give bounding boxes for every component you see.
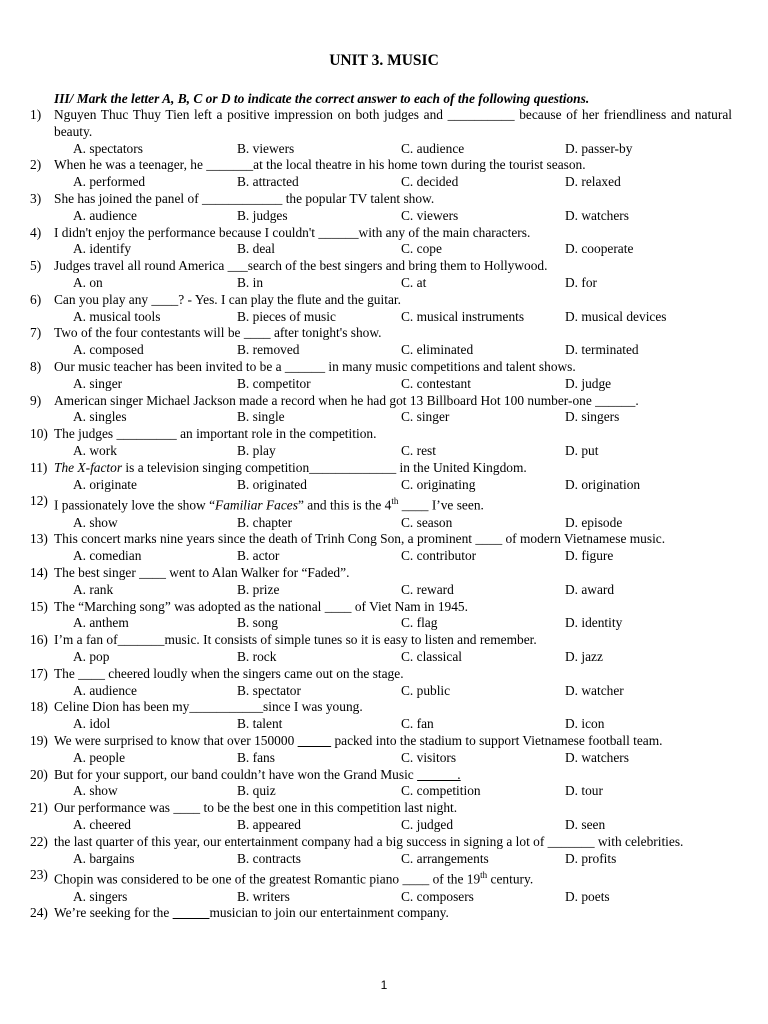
option-c: C. public — [401, 682, 451, 698]
option-a: A. spectators — [73, 140, 143, 156]
question-text — [30, 107, 732, 141]
option-c: C. at — [401, 274, 427, 290]
option-d: D. episode — [565, 514, 623, 530]
option-c: C. rest — [401, 442, 436, 458]
answer-options — [30, 683, 732, 700]
question-text-part: Our music teacher has been invited to be a ______ in many music competitions and talent shows. — [54, 358, 576, 374]
option-b: B. deal — [237, 241, 275, 257]
option-b: B. judges — [237, 207, 288, 223]
question-text — [30, 800, 732, 817]
option-c: C. singer — [401, 409, 450, 425]
option-c: C. contributor — [401, 548, 477, 564]
option-c: C. classical — [401, 648, 462, 664]
question-number: 19) — [30, 732, 48, 748]
question-number: 1) — [30, 107, 42, 122]
answer-options — [30, 141, 732, 158]
question-text-part: century. — [487, 871, 534, 887]
option-c: C. musical instruments — [401, 308, 525, 324]
question-item — [30, 867, 732, 905]
question-number: 21) — [30, 800, 48, 816]
option-c: C. composers — [401, 888, 474, 904]
option-d: D. jazz — [565, 648, 603, 664]
question-text-part: I didn't enjoy the performance because I couldn't ______with any of the main characters. — [54, 224, 531, 240]
question-number: 9) — [30, 392, 42, 408]
answer-options — [30, 174, 732, 191]
answer-options — [30, 409, 732, 426]
question-text-part: ” and this is the 4 — [297, 497, 392, 513]
question-item — [30, 531, 732, 565]
answer-options — [30, 716, 732, 733]
option-d: D. musical devices — [565, 308, 667, 324]
question-number: 22) — [30, 833, 48, 849]
instructions: III/ Mark the letter A, B, C or D to indicate the correct answer to each of the following questions. — [54, 91, 590, 106]
answer-options — [30, 477, 732, 494]
option-c: C. fan — [401, 716, 434, 732]
option-c: C. reward — [401, 581, 454, 597]
answer-blank — [298, 733, 331, 748]
question-text-part: ____ I’ve seen. — [398, 497, 484, 513]
answer-options — [30, 548, 732, 565]
question-text-part: the last quarter of this year, our entertainment company had a big success in signing a lot of _______ with celebrities. — [54, 833, 684, 849]
question-item — [30, 191, 732, 225]
page-number: 1 — [380, 978, 388, 992]
answer-options — [30, 817, 732, 834]
question-text — [30, 699, 732, 716]
option-a: A. singer — [73, 375, 123, 391]
question-text-part: Celine Dion has been my___________since I was young. — [54, 699, 363, 715]
option-a: A. cheered — [73, 816, 131, 832]
option-b: B. quiz — [237, 783, 276, 799]
question-text — [30, 834, 732, 851]
answer-options — [30, 889, 732, 906]
question-number: 17) — [30, 665, 48, 681]
option-b: B. play — [237, 442, 276, 458]
question-item — [30, 699, 732, 733]
question-number: 12) — [30, 493, 48, 509]
option-c: C. judged — [401, 816, 454, 832]
question-text-part: American singer Michael Jackson made a record when he had got 13 Billboard Hot 100 number-one ______. — [54, 392, 639, 408]
question-item — [30, 905, 732, 922]
question-text — [30, 258, 732, 275]
question-list — [30, 107, 732, 922]
question-item — [30, 599, 732, 633]
option-d: D. watchers — [565, 749, 629, 765]
option-d: D. watcher — [565, 682, 624, 698]
question-text — [30, 157, 732, 174]
question-item — [30, 767, 732, 801]
question-number: 23) — [30, 867, 48, 883]
question-text-part: Judges travel all round America ___search of the best singers and bring them to Hollywood. — [54, 258, 548, 274]
question-text-part: We were surprised to know that over 150000 — [54, 732, 298, 748]
option-b: B. appeared — [237, 816, 301, 832]
question-text-part: But for your support, our band couldn’t have won the Grand Music — [54, 766, 418, 782]
option-d: D. relaxed — [565, 174, 621, 190]
question-number: 11) — [30, 459, 48, 475]
option-d: D. seen — [565, 816, 606, 832]
question-number: 8) — [30, 358, 42, 374]
question-item — [30, 258, 732, 292]
option-c: C. season — [401, 514, 453, 530]
question-number: 4) — [30, 224, 42, 240]
question-number: 24) — [30, 905, 48, 921]
question-item — [30, 834, 732, 868]
question-item — [30, 800, 732, 834]
option-b: B. talent — [237, 716, 283, 732]
question-number: 18) — [30, 699, 48, 715]
answer-options — [30, 582, 732, 599]
answer-options — [30, 241, 732, 258]
option-a: A. people — [73, 749, 126, 765]
question-text-part: Our performance was ____ to be the best one in this competition last night. — [54, 800, 458, 816]
question-text-part: packed into the stadium to support Vietnamese football team. — [331, 732, 663, 748]
question-text-part: Two of the four contestants will be ____ after tonight's show. — [54, 325, 382, 341]
option-d: D. put — [565, 442, 599, 458]
option-c: C. flag — [401, 615, 438, 631]
answer-options — [30, 783, 732, 800]
question-item — [30, 157, 732, 191]
question-text-part: The judges _________ an important role in the competition. — [54, 426, 377, 442]
option-c: C. originating — [401, 476, 476, 492]
question-text — [30, 325, 732, 342]
question-text-part: The ____ cheered loudly when the singers came out on the stage. — [54, 665, 404, 681]
question-item — [30, 292, 732, 326]
option-b: B. chapter — [237, 514, 293, 530]
option-b: B. fans — [237, 749, 275, 765]
option-b: B. in — [237, 274, 264, 290]
option-d: D. identity — [565, 615, 623, 631]
option-d: D. origination — [565, 476, 641, 492]
option-a: A. composed — [73, 342, 144, 358]
question-text — [30, 531, 732, 548]
question-item — [30, 632, 732, 666]
option-d: D. poets — [565, 888, 610, 904]
question-item — [30, 493, 732, 531]
question-text-part: Chopin was considered to be one of the greatest Romantic piano ____ of the 19 — [54, 871, 481, 887]
question-number: 5) — [30, 258, 42, 274]
question-text-part: The best singer ____ went to Alan Walker for “Faded”. — [54, 564, 350, 580]
question-text-part: is a television singing competition_____________ in the United Kingdom. — [122, 459, 527, 475]
option-d: D. passer-by — [565, 140, 633, 156]
answer-options — [30, 342, 732, 359]
answer-options — [30, 208, 732, 225]
question-item — [30, 359, 732, 393]
option-b: B. competitor — [237, 375, 311, 391]
option-b: B. actor — [237, 548, 280, 564]
answer-options — [30, 515, 732, 532]
option-b: B. contracts — [237, 850, 301, 866]
question-item — [30, 733, 732, 767]
question-text-part: We’re seeking for the — [54, 905, 173, 921]
question-text — [30, 599, 732, 616]
option-d: D. cooperate — [565, 241, 634, 257]
answer-options — [30, 376, 732, 393]
option-d: D. for — [565, 274, 597, 290]
option-a: A. comedian — [73, 548, 142, 564]
option-a: A. pop — [73, 648, 110, 664]
question-number: 6) — [30, 291, 42, 307]
ordinal-suffix: th — [391, 496, 399, 507]
question-item — [30, 107, 732, 157]
option-c: C. decided — [401, 174, 459, 190]
question-text — [30, 867, 732, 888]
option-b: B. song — [237, 615, 278, 631]
option-b: B. removed — [237, 342, 300, 358]
option-c: C. contestant — [401, 375, 471, 391]
option-c: C. competition — [401, 783, 481, 799]
question-text — [30, 225, 732, 242]
answer-options — [30, 443, 732, 460]
option-a: A. on — [73, 274, 103, 290]
question-text-part: I passionately love the show “ — [54, 497, 216, 513]
question-number: 2) — [30, 157, 42, 173]
question-number: 10) — [30, 426, 48, 442]
question-number: 14) — [30, 564, 48, 580]
option-b: B. originated — [237, 476, 307, 492]
option-a: A. singers — [73, 888, 128, 904]
question-text — [30, 460, 732, 477]
question-text-part: The “Marching song” was adopted as the national ____ of Viet Nam in 1945. — [54, 598, 468, 614]
answer-options — [30, 750, 732, 767]
option-d: D. tour — [565, 783, 603, 799]
question-number: 3) — [30, 190, 42, 206]
question-number: 13) — [30, 531, 48, 547]
question-text — [30, 733, 732, 750]
question-item — [30, 565, 732, 599]
option-b: B. writers — [237, 888, 290, 904]
option-a: A. anthem — [73, 615, 129, 631]
option-c: C. audience — [401, 140, 465, 156]
question-item — [30, 393, 732, 427]
option-d: D. singers — [565, 409, 620, 425]
option-a: A. originate — [73, 476, 137, 492]
question-text — [30, 493, 732, 514]
option-b: B. spectator — [237, 682, 301, 698]
option-a: A. performed — [73, 174, 146, 190]
option-a: A. work — [73, 442, 117, 458]
option-d: D. profits — [565, 850, 617, 866]
page-title: UNIT 3. MUSIC — [329, 52, 439, 69]
option-b: B. viewers — [237, 140, 295, 156]
question-text — [30, 666, 732, 683]
question-text-part: Can you play any ____? - Yes. I can play the flute and the guitar. — [54, 291, 401, 307]
question-text-part: She has joined the panel of ____________ the popular TV talent show. — [54, 190, 435, 206]
option-c: C. viewers — [401, 207, 459, 223]
question-number: 20) — [30, 766, 48, 782]
question-text-part: I’m a fan of_______music. It consists of simple tunes so it is easy to listen and remember. — [54, 632, 537, 648]
option-a: A. idol — [73, 716, 111, 732]
question-text — [30, 359, 732, 376]
option-d: D. watchers — [565, 207, 629, 223]
option-a: A. audience — [73, 207, 137, 223]
option-b: B. single — [237, 409, 285, 425]
option-a: A. rank — [73, 581, 114, 597]
option-d: D. terminated — [565, 342, 639, 358]
question-item — [30, 225, 732, 259]
question-title-italic: The X-factor — [54, 459, 123, 475]
question-text — [30, 632, 732, 649]
option-b: B. prize — [237, 581, 280, 597]
option-a: A. bargains — [73, 850, 135, 866]
question-item — [30, 426, 732, 460]
answer-options — [30, 649, 732, 666]
option-c: C. eliminated — [401, 342, 474, 358]
question-text-part: When he was a teenager, he _______at the local theatre in his home town during the tourist season. — [54, 157, 586, 173]
option-d: D. figure — [565, 548, 614, 564]
option-a: A. singles — [73, 409, 127, 425]
option-a: A. identify — [73, 241, 132, 257]
question-text-part: musician to join our entertainment company. — [209, 905, 449, 921]
question-title-italic: Familiar Faces — [215, 497, 298, 513]
option-a: A. show — [73, 514, 118, 530]
option-d: D. award — [565, 581, 615, 597]
question-text-part: Nguyen Thuc Thuy Tien left a positive impression on both judges and __________ because of her friendliness and natural beauty. — [54, 107, 732, 139]
question-text — [30, 292, 732, 309]
option-a: A. show — [73, 783, 118, 799]
option-a: A. audience — [73, 682, 137, 698]
answer-options — [30, 851, 732, 868]
ordinal-suffix: th — [480, 870, 488, 881]
question-number: 16) — [30, 632, 48, 648]
answer-options — [30, 309, 732, 326]
answer-options — [30, 275, 732, 292]
question-text — [30, 426, 732, 443]
option-c: C. arrangements — [401, 850, 489, 866]
answer-blank: . — [417, 766, 461, 782]
question-item — [30, 666, 732, 700]
question-text-part: This concert marks nine years since the death of Trinh Cong Son, a prominent ____ of modern Vietnamese music. — [54, 531, 666, 547]
option-c: C. cope — [401, 241, 442, 257]
question-number: 15) — [30, 598, 48, 614]
answer-blank — [173, 905, 210, 920]
option-a: A. musical tools — [73, 308, 161, 324]
question-number: 7) — [30, 325, 42, 341]
question-text — [30, 191, 732, 208]
question-item — [30, 325, 732, 359]
question-text — [30, 393, 732, 410]
option-d: D. icon — [565, 716, 605, 732]
question-item — [30, 460, 732, 494]
question-text — [30, 905, 732, 922]
option-d: D. judge — [565, 375, 612, 391]
answer-options — [30, 615, 732, 632]
question-text — [30, 565, 732, 582]
option-c: C. visitors — [401, 749, 457, 765]
option-b: B. attracted — [237, 174, 299, 190]
option-b: B. pieces of music — [237, 308, 336, 324]
question-text — [30, 767, 732, 784]
option-b: B. rock — [237, 648, 277, 664]
